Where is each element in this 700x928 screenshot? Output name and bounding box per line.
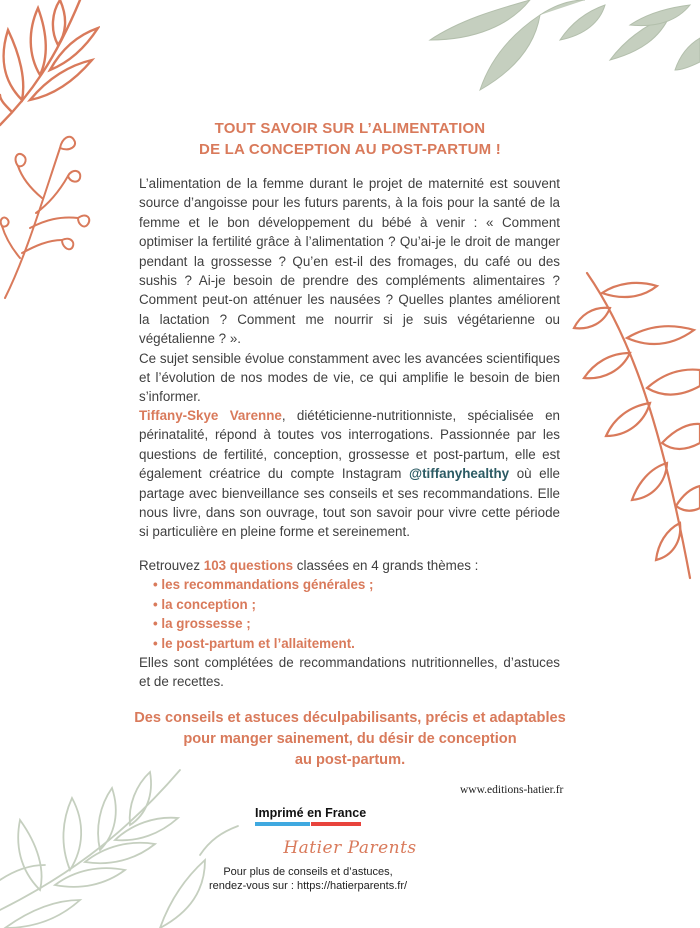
theme-item: • le post-partum et l’allaitement.: [153, 634, 560, 653]
theme-item: • les recommandations générales ;: [153, 575, 560, 594]
instagram-handle: @tiffanyhealthy: [409, 466, 510, 482]
themes-lead: [139, 556, 560, 575]
printed-in-france-label: Imprimé en France: [255, 806, 367, 820]
themes-lead-start: Retrouvez: [139, 558, 204, 573]
intro-section: [139, 174, 560, 407]
themes-section: [139, 556, 560, 692]
author-text-1: , diététicienne-nutritionniste, spécialisée en périnatalité, répond à toutes vos interrogations. Passionnée par les questions de fertilité, conception, grossesse et post-partum, elle est également créatrice du compte Instagram: [139, 408, 560, 482]
flag-red-stripe: [311, 822, 361, 826]
website-info-line-1: Pour plus de conseils et d’astuces,: [223, 866, 393, 878]
intro-paragraph: L’alimentation de la femme durant le projet de maternité est souvent source d’angoisse pour les futurs parents, à la fois pour la santé de la femme et le bon développement du bébé à venir : « Comment optimiser la fertilité grâce à l’alimentation ? Qu’ai-je le droit de manger pendant la grossesse ? Qu’en est-il des fromages, du café ou des sushis ? Ai-je besoin de prendre des compléments alimentaires ? Comment peut-on atténuer les nausées ? Quelles plantes améliorent la lactation ? Comment me nourrir si je suis végétarienne ou végétalienne ? ».: [139, 176, 560, 347]
closing-line-1: Des conseils et astuces déculpabilisants, précis et adaptables: [134, 710, 566, 726]
themes-after: Elles sont complétées de recommandations nutritionnelles, d’astuces et de recettes.: [139, 655, 560, 690]
author-name: Tiffany-Skye Varenne: [139, 408, 282, 423]
cover-title-line-1: TOUT SAVOIR SUR L’ALIMENTATION: [214, 120, 486, 137]
themes-list: [139, 575, 560, 653]
website-info-line-2: rendez-vous sur : https://hatierparents.fr/: [208, 879, 408, 892]
themes-lead-end: classées en 4 grands thèmes :: [293, 558, 479, 573]
publisher-website: www.editions-hatier.fr: [460, 784, 564, 796]
flag-blue-stripe: [255, 822, 310, 826]
cover-title: [0, 118, 700, 160]
context-paragraph: Ce sujet sensible évolue constamment avec les avancées scientifiques et l’évolution de nos modes de vie, ce qui amplifie le besoin de bien s’informer.: [139, 350, 560, 405]
closing-line-3: au post-partum.: [294, 752, 406, 768]
question-count: 103 questions: [203, 558, 294, 573]
website-info: [0, 866, 616, 893]
hatier-parents-logo: Hatier Parents: [283, 838, 417, 858]
closing-tagline: [0, 708, 700, 771]
author-text-2: où elle partage avec bienveillance ses conseils et ses recommandations. Elle nous livre, dans son ouvrage, tout son savoir pour vivre cette période si particulière en pleine forme et sereinement.: [139, 466, 560, 540]
cover-title-line-2: DE LA CONCEPTION AU POST-PARTUM !: [199, 141, 501, 158]
theme-item: • la grossesse ;: [153, 614, 560, 633]
closing-line-2: pour manger sainement, du désir de conception: [183, 731, 517, 747]
theme-item: • la conception ;: [153, 595, 560, 614]
author-paragraph: [139, 406, 560, 542]
author-section: [139, 406, 560, 542]
